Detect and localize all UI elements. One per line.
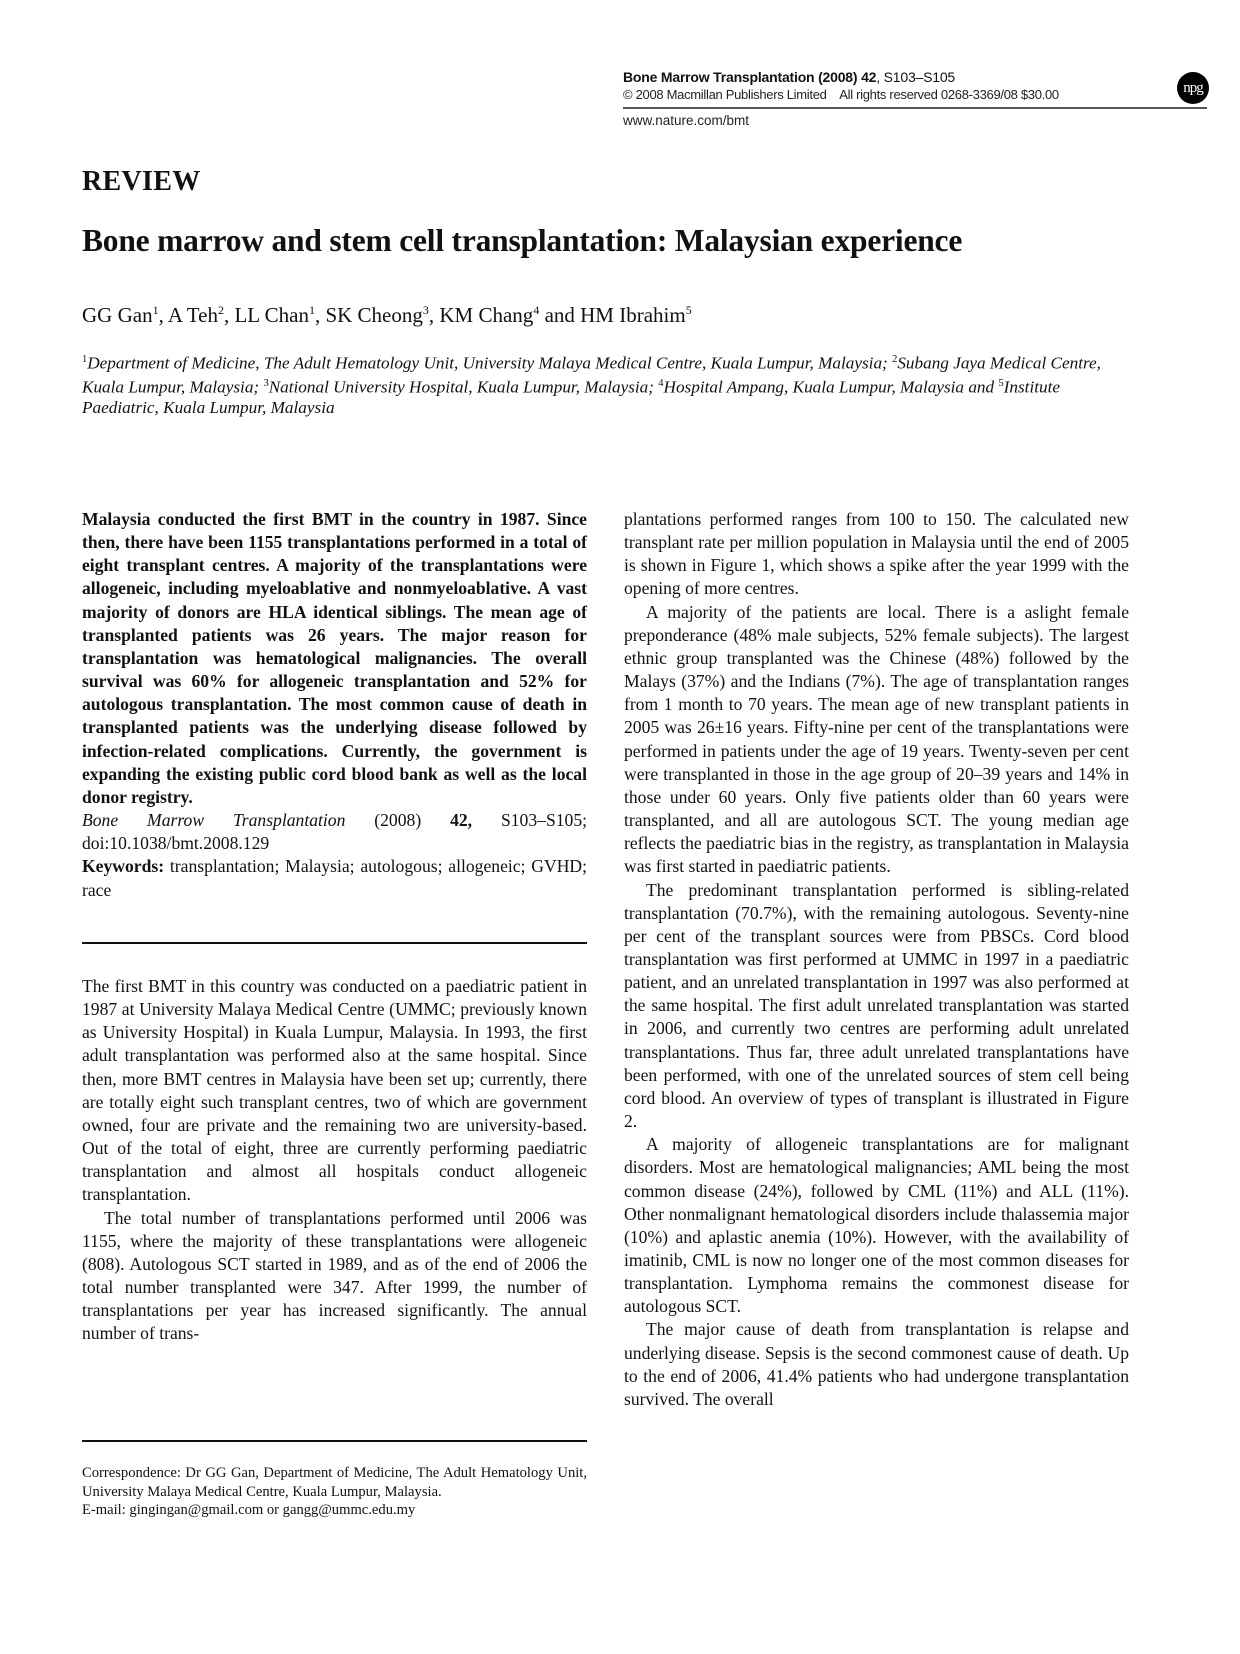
author-name: LL Chan bbox=[234, 303, 309, 327]
affiliations bbox=[82, 350, 1132, 419]
citation-pages-doi: S103–S105; doi:10.1038/bmt.2008.129 bbox=[82, 810, 588, 854]
journal-header bbox=[623, 68, 1208, 103]
citation-year: (2008) bbox=[345, 810, 451, 831]
article-type-label: REVIEW bbox=[82, 166, 201, 197]
author-affiliation-number: 1 bbox=[152, 303, 159, 317]
author-affiliation-number: 5 bbox=[685, 303, 692, 317]
keywords-label: Keywords: bbox=[82, 856, 165, 877]
author-affiliation-number: 3 bbox=[422, 303, 429, 317]
journal-volume: 42 bbox=[861, 69, 877, 85]
footnote-divider bbox=[82, 1440, 587, 1442]
body-paragraph: plantations performed ranges from 100 to 150. The calculated new transplant rate per million population in Malaysia until the end of 2005 is shown in Figure 1, which shows a spike after the year 1999 with the opening of more centres. bbox=[624, 509, 1129, 599]
author-name: KM Chang bbox=[439, 303, 534, 327]
author-name: HM Ibrahim bbox=[580, 303, 686, 327]
copyright-line: © 2008 Macmillan Publishers Limited All rights reserved 0268-3369/08 $30.00 bbox=[623, 87, 1059, 102]
paper-title: Bone marrow and stem cell transplantation: Malaysian experience bbox=[82, 223, 963, 258]
author-name: GG Gan bbox=[82, 303, 153, 327]
affiliation-number: 4 bbox=[658, 378, 664, 390]
author-name: A Teh bbox=[167, 303, 218, 327]
affiliation-number: 1 bbox=[82, 354, 88, 365]
author-affiliation-number: 2 bbox=[217, 303, 224, 317]
abstract bbox=[82, 508, 587, 902]
affiliation-text: Institute Paediatric, Kuala Lumpur, Malaysia bbox=[82, 377, 1060, 418]
body-paragraph: A majority of allogeneic transplantations are for malignant disorders. Most are hematological malignancies; AML being the most common disease (24%), followed by CML (11%) and ALL (11%). Other nonmalignant hematological disorders include thalassemia major (10%) and aplastic anemia (10%). However, with the availability of imatinib, CML is now no longer one of the most common diseases for transplantation. Lymphoma remains the commonest disease for autologous SCT. bbox=[624, 1134, 1129, 1317]
body-left-column bbox=[82, 975, 587, 1346]
affiliation-number: 2 bbox=[892, 354, 898, 365]
keywords-list: transplantation; Malaysia; autologous; allogeneic; GVHD; race bbox=[82, 856, 587, 900]
affiliation-text: Subang Jaya Medical Centre, Kuala Lumpur, Malaysia; bbox=[82, 353, 1101, 397]
journal-pages: , S103–S105 bbox=[876, 69, 956, 85]
body-right-column bbox=[624, 508, 1129, 1411]
citation-journal: Bone Marrow Transplantation bbox=[82, 810, 346, 831]
correspondence-email[interactable]: E-mail: gingingan@gmail.com or gangg@ummc.edu.my bbox=[82, 1502, 416, 1519]
affiliation-number: 5 bbox=[998, 378, 1004, 390]
npg-logo-text: npg bbox=[1183, 79, 1203, 96]
abstract-divider bbox=[82, 942, 587, 944]
affiliation-number: 3 bbox=[263, 378, 269, 390]
body-paragraph: The total number of transplantations performed until 2006 was 1155, where the majority of these transplantations were allogeneic (808). Autologous SCT started in 1989, and as of the end of 2006 the total number transplanted were 347. After 1999, the number of transplantations per year has increased significantly. The annual number of trans- bbox=[82, 1207, 587, 1344]
author-affiliation-number: 1 bbox=[308, 303, 315, 317]
correspondence-text: Correspondence: Dr GG Gan, Department of Medicine, The Adult Hematology Unit, University Malaya Medical Centre, Kuala Lumpur, Malaysia. bbox=[82, 1465, 587, 1500]
header-divider bbox=[623, 107, 1207, 109]
author-separator: , bbox=[223, 303, 235, 327]
author-affiliation-number: 4 bbox=[533, 303, 540, 317]
journal-name: Bone Marrow Transplantation (2008) bbox=[623, 69, 858, 85]
author-separator: , bbox=[428, 303, 440, 327]
author-separator: , bbox=[158, 303, 168, 327]
npg-logo bbox=[1177, 72, 1209, 104]
author-name: SK Cheong bbox=[325, 303, 423, 327]
abstract-citation bbox=[82, 809, 587, 855]
body-paragraph: The major cause of death from transplantation is relapse and underlying disease. Sepsis is the second commonest cause of death. Up to the end of 2006, 41.4% patients who had undergone transplantation survived. The overall bbox=[624, 1319, 1129, 1409]
affiliation-text: National University Hospital, Kuala Lumpur, Malaysia; bbox=[268, 377, 659, 397]
journal-citation bbox=[623, 68, 1208, 86]
author-separator: , bbox=[314, 303, 326, 327]
affiliation-text: Department of Medicine, The Adult Hematology Unit, University Malaya Medical Centre, Kuala Lumpur, Malaysia; bbox=[87, 353, 893, 373]
journal-url[interactable]: www.nature.com/bmt bbox=[623, 113, 750, 128]
author-separator: and bbox=[539, 303, 581, 327]
body-paragraph: The first BMT in this country was conducted on a paediatric patient in 1987 at University Malaya Medical Centre (UMMC; previously known as University Hospital) in Kuala Lumpur, Malaysia. In 1993, the first adult transplantation was performed also at the same hospital. Since then, more BMT centres in Malaysia have been set up; currently, there are totally eight such transplant centres, two of which are government owned, four are private and the remaining two are university-based. Out of the total of eight, three are currently performing paediatric transplantation and almost all hospitals conduct allogeneic transplantation. bbox=[82, 976, 587, 1205]
correspondence-footnote bbox=[82, 1464, 587, 1520]
body-paragraph: A majority of the patients are local. There is a aslight female preponderance (48% male subjects, 52% female subjects). The largest ethnic group transplanted was the Chinese (48%) followed by the Malays (37%) and the Indians (7%). The age of transplantation ranges from 1 month to 70 years. The mean age of new transplant patients in 2005 was 26±16 years. Fifty-nine per cent of the transplantations were performed in patients under the age of 19 years. Twenty-seven per cent were transplanted in those in the age group of 20–39 years and 14% in those under 60 years. Only five patients older than 60 years were transplanted, and all are autologous SCT. The young median age reflects the paediatric bias in the registry, as transplantation in Malaysia was first started in paediatric patients. bbox=[624, 601, 1129, 877]
affiliation-text: Hospital Ampang, Kuala Lumpur, Malaysia and bbox=[663, 377, 999, 397]
citation-volume: 42, bbox=[450, 810, 473, 831]
body-paragraph: The predominant transplantation performed is sibling-related transplantation (70.7%), with the remaining autologous. Seventy-nine per cent of the transplant sources were from PBSCs. Cord blood transplantation was first performed at UMMC in 1997 in a paediatric patient, and an unrelated transplantation in 1997 was also performed at the same hospital. The first adult unrelated transplantation was started in 2006, and currently two centres are performing adult unrelated transplantations. Thus far, three adult unrelated transplantations have been performed, with one of the unrelated sources of stem cell being cord blood. An overview of types of transplant is illustrated in Figure 2. bbox=[624, 879, 1129, 1132]
keywords bbox=[82, 855, 587, 901]
abstract-text: Malaysia conducted the first BMT in the country in 1987. Since then, there have been 1155 transplantations performed in a total of eight transplant centres. A majority of the transplantations were allogeneic, including myeloablative and nonmyeloablative. A vast majority of donors are HLA identical siblings. The mean age of transplanted patients was 26 years. The major reason for transplantation was hematological malignancies. The overall survival was 60% for allogeneic transplantation and 52% for autologous transplantation. The most common cause of death in transplanted patients was the underlying disease followed by infection-related complications. Currently, the government is expanding the existing public cord blood bank as well as the local donor registry. bbox=[82, 509, 587, 807]
author-list bbox=[82, 303, 692, 328]
